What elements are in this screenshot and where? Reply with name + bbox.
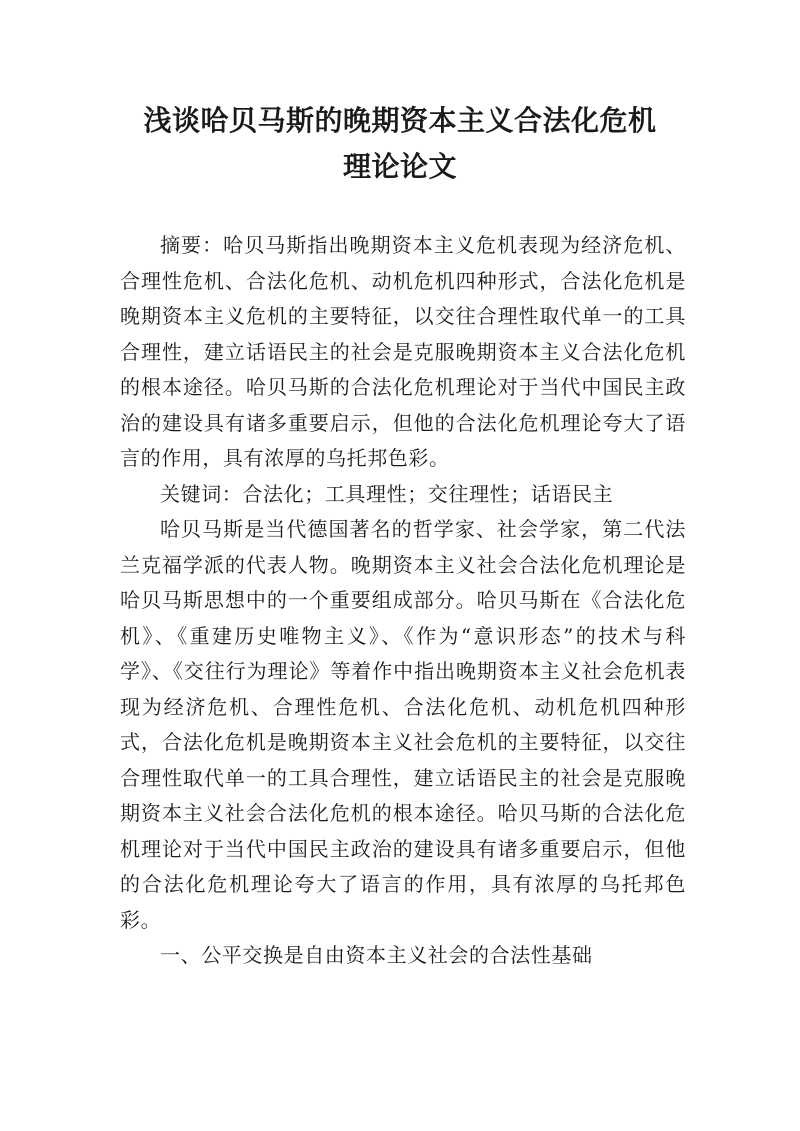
title-line-1: 浅谈哈贝马斯的晚期资本主义合法化危机 (143, 104, 657, 137)
section-heading: 一、公平交换是自由资本主义社会的合法性基础 (160, 943, 593, 967)
document-body (120, 228, 686, 974)
document-title (0, 98, 800, 190)
keywords-paragraph: 关键词：合法化；工具理性；交往理性；话语民主 (160, 481, 614, 506)
title-line-2: 理论论文 (342, 150, 457, 183)
abstract-paragraph: 摘要：哈贝马斯指出晚期资本主义危机表现为经济危机、合理性危机、合法化危机、动机危机四种形式，合法化危机是晚期资本主义危机的主要特征，以交往合理性取代单一的工具合理性，建立话语民主的社会是克服晚期资本主义合法化危机的根本途径。哈贝马斯的合法化危机理论对于当代中国民主政治的建设具有诸多重要启示，但他的合法化危机理论夸大了语言的作用，具有浓厚的乌托邦色彩。 (120, 233, 686, 470)
intro-paragraph: 哈贝马斯是当代德国著名的哲学家、社会学家，第二代法兰克福学派的代表人物。晚期资本主义社会合法化危机理论是哈贝马斯思想中的一个重要组成部分。哈贝马斯在《合法化危机》、《重建历史唯物主义》、《作为“意识形态”的技术与科学》、《交往行为理论》等着作中指出晚期资本主义社会危机表现为经济危机、合理性危机、合法化危机、动机危机四种形式，合法化危机是晚期资本主义社会危机的主要特征，以交往合理性取代单一的工具合理性，建立话语民主的社会是克服晚期资本主义社会合法化危机的根本途径。哈贝马斯的合法化危机理论对于当代中国民主政治的建设具有诸多重要启示，但他的合法化危机理论夸大了语言的作用，具有浓厚的乌托邦色彩。 (120, 517, 686, 932)
